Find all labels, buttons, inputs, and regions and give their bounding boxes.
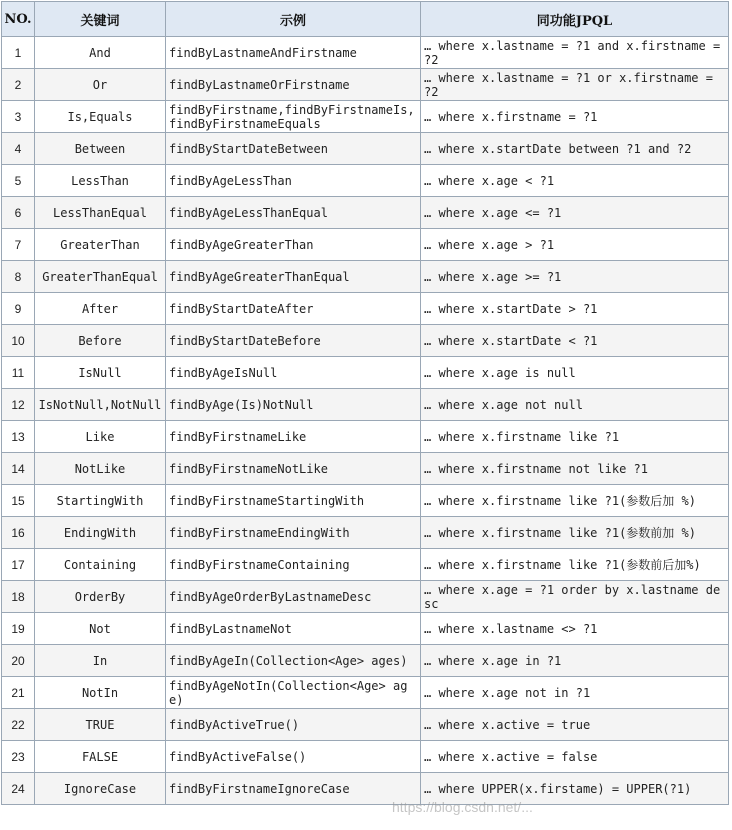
jpql-cell: … where x.firstname like ?1(参数后加 %): [421, 485, 729, 517]
row-number: 19: [2, 613, 35, 645]
jpql-cell: … where x.age not in ?1: [421, 677, 729, 709]
row-number: 12: [2, 389, 35, 421]
keyword-cell: OrderBy: [35, 581, 166, 613]
table-row: [2, 133, 729, 165]
row-number: 5: [2, 165, 35, 197]
keyword-cell: In: [35, 645, 166, 677]
keyword-cell: LessThan: [35, 165, 166, 197]
example-cell: findByAge(Is)NotNull: [166, 389, 421, 421]
keyword-cell: FALSE: [35, 741, 166, 773]
table-row: [2, 485, 729, 517]
row-number: 23: [2, 741, 35, 773]
table-row: [2, 197, 729, 229]
table-row: [2, 613, 729, 645]
table-row: [2, 101, 729, 133]
table-row: [2, 453, 729, 485]
keyword-cell: NotLike: [35, 453, 166, 485]
example-cell: findByLastnameNot: [166, 613, 421, 645]
header-example: 示例: [166, 2, 421, 37]
example-cell: findByAgeGreaterThanEqual: [166, 261, 421, 293]
jpql-cell: … where x.age > ?1: [421, 229, 729, 261]
jpql-cell: … where x.age < ?1: [421, 165, 729, 197]
jpql-cell: … where UPPER(x.firstame) = UPPER(?1): [421, 773, 729, 805]
jpql-cell: … where x.age is null: [421, 357, 729, 389]
keyword-cell: Not: [35, 613, 166, 645]
example-cell: findByLastnameAndFirstname: [166, 37, 421, 69]
jpql-cell: … where x.firstname like ?1(参数前加 %): [421, 517, 729, 549]
jpql-cell: … where x.age in ?1: [421, 645, 729, 677]
jpql-cell: … where x.lastname = ?1 or x.firstname = ?2: [421, 69, 729, 101]
row-number: 2: [2, 69, 35, 101]
example-cell: findByAgeIsNull: [166, 357, 421, 389]
table-row: [2, 261, 729, 293]
table-row: [2, 581, 729, 613]
example-cell: findByActiveFalse(): [166, 741, 421, 773]
jpql-cell: … where x.age <= ?1: [421, 197, 729, 229]
jpql-cell: … where x.firstname = ?1: [421, 101, 729, 133]
example-cell: findByAgeIn(Collection<Age> ages): [166, 645, 421, 677]
jpql-cell: … where x.lastname <> ?1: [421, 613, 729, 645]
keyword-cell: TRUE: [35, 709, 166, 741]
example-cell: findByStartDateBefore: [166, 325, 421, 357]
example-cell: findByAgeGreaterThan: [166, 229, 421, 261]
keyword-cell: Before: [35, 325, 166, 357]
header-jpql: 同功能JPQL: [421, 2, 729, 37]
row-number: 9: [2, 293, 35, 325]
example-cell: findByFirstnameEndingWith: [166, 517, 421, 549]
keyword-cell: Like: [35, 421, 166, 453]
row-number: 6: [2, 197, 35, 229]
example-cell: findByActiveTrue(): [166, 709, 421, 741]
example-cell: findByAgeNotIn(Collection<Age> age): [166, 677, 421, 709]
keyword-cell: Or: [35, 69, 166, 101]
watermark: https://blog.csdn.net/...: [392, 799, 533, 815]
table-row: [2, 69, 729, 101]
table-row: [2, 549, 729, 581]
table-row: [2, 37, 729, 69]
row-number: 17: [2, 549, 35, 581]
example-cell: findByAgeLessThan: [166, 165, 421, 197]
jpql-cell: … where x.active = true: [421, 709, 729, 741]
row-number: 8: [2, 261, 35, 293]
row-number: 16: [2, 517, 35, 549]
jpql-cell: … where x.startDate between ?1 and ?2: [421, 133, 729, 165]
jpql-cell: … where x.firstname not like ?1: [421, 453, 729, 485]
jpql-cell: … where x.startDate < ?1: [421, 325, 729, 357]
jpql-cell: … where x.age not null: [421, 389, 729, 421]
table-row: [2, 709, 729, 741]
example-cell: findByLastnameOrFirstname: [166, 69, 421, 101]
row-number: 15: [2, 485, 35, 517]
table-row: [2, 165, 729, 197]
header-no: NO.: [2, 2, 35, 37]
table-row: [2, 229, 729, 261]
table-row: [2, 517, 729, 549]
example-cell: findByFirstnameLike: [166, 421, 421, 453]
table-row: [2, 293, 729, 325]
example-cell: findByStartDateAfter: [166, 293, 421, 325]
example-cell: findByFirstnameIgnoreCase: [166, 773, 421, 805]
jpql-cell: … where x.firstname like ?1: [421, 421, 729, 453]
row-number: 11: [2, 357, 35, 389]
row-number: 13: [2, 421, 35, 453]
table-row: [2, 741, 729, 773]
header-row: [2, 2, 729, 37]
keyword-cell: Is,Equals: [35, 101, 166, 133]
example-cell: findByAgeOrderByLastnameDesc: [166, 581, 421, 613]
example-cell: findByFirstnameNotLike: [166, 453, 421, 485]
keyword-cell: Between: [35, 133, 166, 165]
keyword-cell: LessThanEqual: [35, 197, 166, 229]
row-number: 24: [2, 773, 35, 805]
row-number: 10: [2, 325, 35, 357]
keyword-cell: Containing: [35, 549, 166, 581]
table-row: [2, 645, 729, 677]
keyword-cell: IsNull: [35, 357, 166, 389]
row-number: 1: [2, 37, 35, 69]
row-number: 20: [2, 645, 35, 677]
table-row: [2, 421, 729, 453]
keyword-cell: After: [35, 293, 166, 325]
keyword-cell: IsNotNull,NotNull: [35, 389, 166, 421]
header-keyword: 关键词: [35, 2, 166, 37]
table-row: [2, 389, 729, 421]
row-number: 18: [2, 581, 35, 613]
jpql-cell: … where x.startDate > ?1: [421, 293, 729, 325]
example-cell: findByFirstname,findByFirstnameIs,findByFirstnameEquals: [166, 101, 421, 133]
keyword-cell: And: [35, 37, 166, 69]
keyword-cell: NotIn: [35, 677, 166, 709]
table-row: [2, 677, 729, 709]
keyword-cell: StartingWith: [35, 485, 166, 517]
row-number: 3: [2, 101, 35, 133]
jpql-cell: … where x.age = ?1 order by x.lastname desc: [421, 581, 729, 613]
table-row: [2, 325, 729, 357]
example-cell: findByStartDateBetween: [166, 133, 421, 165]
table-row: [2, 357, 729, 389]
jpql-cell: … where x.age >= ?1: [421, 261, 729, 293]
keyword-cell: GreaterThanEqual: [35, 261, 166, 293]
jpql-cell: … where x.active = false: [421, 741, 729, 773]
row-number: 21: [2, 677, 35, 709]
row-number: 4: [2, 133, 35, 165]
jpql-cell: … where x.lastname = ?1 and x.firstname = ?2: [421, 37, 729, 69]
keyword-cell: GreaterThan: [35, 229, 166, 261]
example-cell: findByFirstnameStartingWith: [166, 485, 421, 517]
keyword-table: [1, 1, 729, 805]
keyword-cell: IgnoreCase: [35, 773, 166, 805]
row-number: 22: [2, 709, 35, 741]
row-number: 14: [2, 453, 35, 485]
table-row: [2, 773, 729, 805]
jpql-cell: … where x.firstname like ?1(参数前后加%): [421, 549, 729, 581]
keyword-cell: EndingWith: [35, 517, 166, 549]
example-cell: findByFirstnameContaining: [166, 549, 421, 581]
example-cell: findByAgeLessThanEqual: [166, 197, 421, 229]
row-number: 7: [2, 229, 35, 261]
